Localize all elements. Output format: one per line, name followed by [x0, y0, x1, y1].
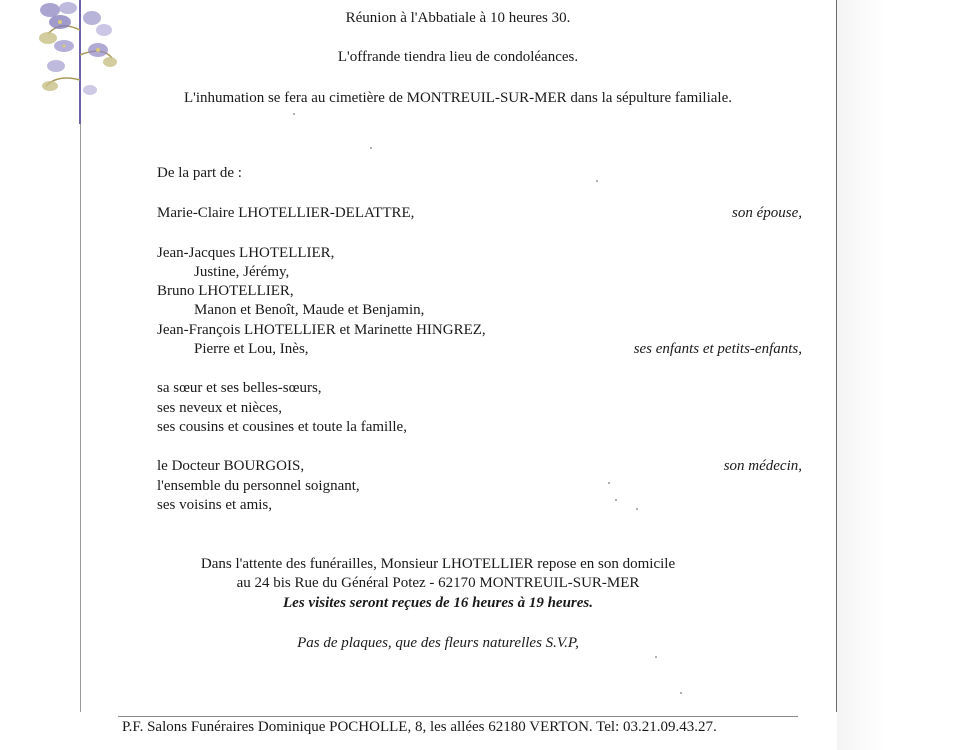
- footer-rule: [118, 716, 798, 717]
- doctor-role: son médecin,: [723, 458, 802, 474]
- page-right-border: [836, 0, 837, 712]
- page-left-border: [80, 120, 81, 712]
- family-intro: De la part de :: [157, 165, 242, 181]
- scan-speck: [655, 656, 657, 658]
- child-line: Jean-Jacques LHOTELLIER,: [157, 245, 335, 261]
- grandchild-line: Manon et Benoît, Maude et Benjamin,: [194, 302, 425, 318]
- page-shadow: [837, 0, 960, 750]
- scan-speck: [293, 113, 295, 115]
- child-line: Bruno LHOTELLIER,: [157, 283, 294, 299]
- children-role: ses enfants et petits-enfants,: [633, 341, 802, 357]
- scan-speck: [370, 147, 372, 149]
- meeting-line: Réunion à l'Abbatiale à 10 heures 30.: [345, 10, 571, 26]
- footer-funeral-home: P.F. Salons Funéraires Dominique POCHOLLE, 8, les allées 62180 VERTON. Tel: 03.21.09.43.27.: [122, 719, 717, 735]
- relatives-line: ses neveux et nièces,: [157, 400, 282, 416]
- child-line: Jean-François LHOTELLIER et Marinette HINGREZ,: [157, 322, 486, 338]
- grandchild-line: Pierre et Lou, Inès,: [194, 341, 309, 357]
- scan-speck: [680, 692, 682, 694]
- burial-line: L'inhumation se fera au cimetière de MONTREUIL-SUR-MER dans la sépulture familiale.: [184, 90, 732, 106]
- flowers-line: Pas de plaques, que des fleurs naturelles S.V.P,: [297, 635, 579, 651]
- relatives-line: ses cousins et cousines et toute la famille,: [157, 419, 407, 435]
- scan-speck: [615, 499, 617, 501]
- offering-line: L'offrande tiendra lieu de condoléances.: [337, 49, 579, 65]
- visits-line: Les visites seront reçues de 16 heures à 19 heures.: [283, 595, 593, 611]
- doctor-line: le Docteur BOURGOIS,: [157, 458, 305, 474]
- notice-line-1: Dans l'attente des funérailles, Monsieur LHOTELLIER repose en son domicile: [200, 556, 676, 572]
- spouse-name: Marie-Claire LHOTELLIER-DELATTRE,: [157, 205, 415, 221]
- neighbors-line: ses voisins et amis,: [157, 497, 272, 513]
- scan-speck: [596, 180, 598, 182]
- notice-line-2: au 24 bis Rue du Général Potez - 62170 MONTREUIL-SUR-MER: [236, 575, 640, 591]
- staff-line: l'ensemble du personnel soignant,: [157, 478, 360, 494]
- scan-speck: [636, 508, 638, 510]
- grandchild-line: Justine, Jérémy,: [194, 264, 290, 280]
- spouse-role: son épouse,: [732, 205, 802, 221]
- scan-speck: [608, 482, 610, 484]
- relatives-line: sa sœur et ses belles-sœurs,: [157, 380, 322, 396]
